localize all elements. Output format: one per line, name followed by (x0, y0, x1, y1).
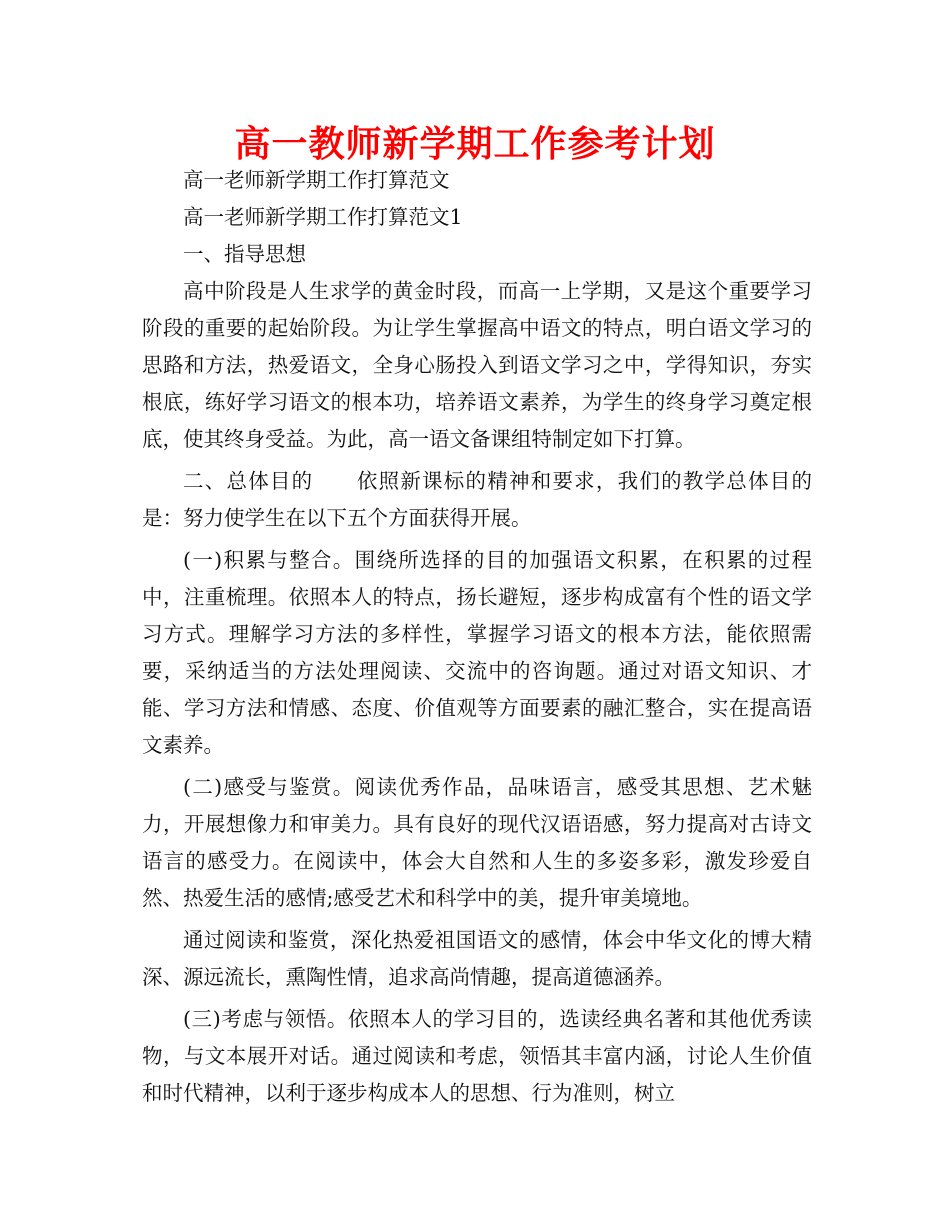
body-paragraph: 二、总体目的 依照新课标的精神和要求，我们的教学总体目的是：努力使学生在以下五个方面获得开展。 (142, 469, 812, 530)
body-paragraph: 高中阶段是人生求学的黄金时段，而高一上学期，又是这个重要学习阶段的重要的起始阶段。为让学生掌握高中语文的特点，明白语文学习的思路和方法，热爱语文，全身心肠投入到语文学习之中，学得知识，夯实根底，练好学习语文的根本功，培养语文素养，为学生的终身学习奠定根底，使其终身受益。为此，高一语文备课组特制定如下打算。 (142, 279, 812, 451)
body-paragraph: (二)感受与鉴赏。阅读优秀作品，品味语言，感受其思想、艺术魅力，开展想像力和审美力。具有良好的现代汉语语感，努力提高对古诗文语言的感受力。在阅读中，体会大自然和人生的多姿多彩，激发珍爱自然、热爱生活的感情;感受艺术和科学中的美，提升审美境地。 (142, 775, 812, 910)
document-body (142, 162, 812, 1112)
body-paragraph: 通过阅读和鉴赏，深化热爱祖国语文的感情，体会中华文化的博大精深、源远流长，熏陶性情，追求高尚情趣，提高道德涵养。 (142, 928, 812, 989)
body-paragraph: (三)考虑与领悟。依照本人的学习目的，选读经典名著和其他优秀读物，与文本展开对话。通过阅读和考虑，领悟其丰富内涵，讨论人生价值和时代精神，以利于逐步构成本人的思想、行为准则，树立 (142, 1007, 812, 1105)
section-heading: 一、指导思想 (183, 242, 306, 266)
document-title: 高一教师新学期工作参考计划 (234, 123, 716, 165)
subtitle-line: 高一老师新学期工作打算范文1 (183, 205, 463, 229)
body-paragraph: (一)积累与整合。围绕所选择的目的加强语文积累，在积累的过程中，注重梳理。依照本人的特点，扬长避短，逐步构成富有个性的语文学习方式。理解学习方法的多样性，掌握学习语文的根本方法，能依照需要，采纳适当的方法处理阅读、交流中的咨询题。通过对语文知识、才能、学习方法和情感、态度、价值观等方面要素的融汇整合，实在提高语文素养。 (142, 548, 812, 757)
subtitle-line: 高一老师新学期工作打算范文 (183, 168, 450, 192)
